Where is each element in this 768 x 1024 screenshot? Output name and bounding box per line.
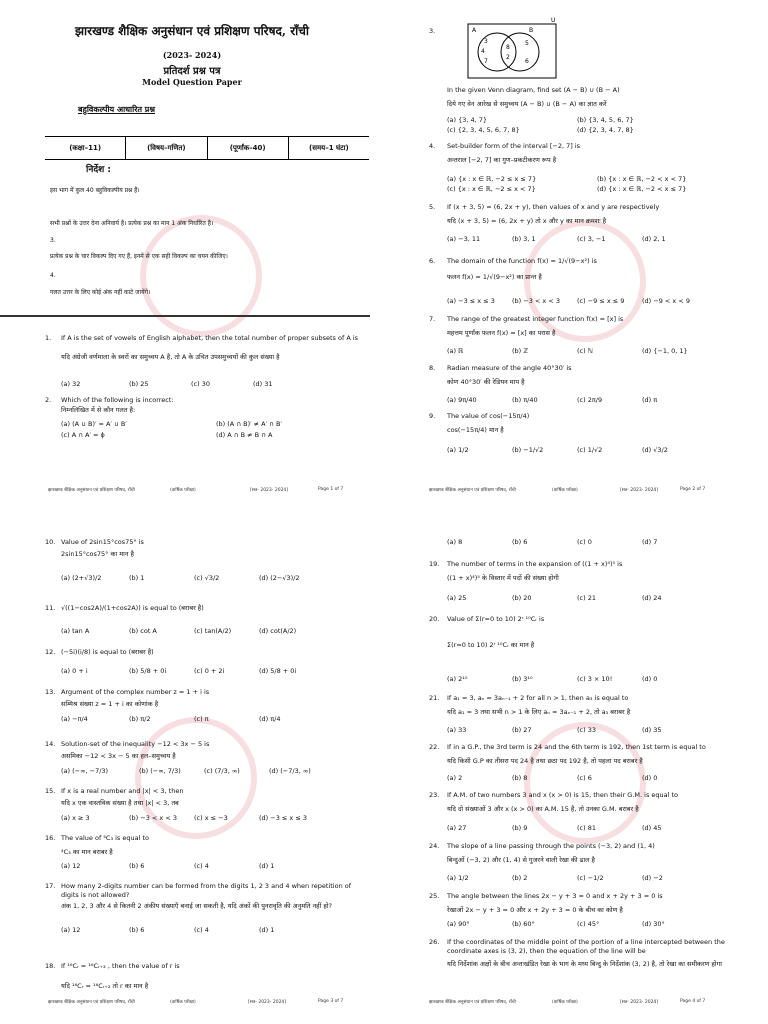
question-text-en: If (x + 3, 5) = (6, 2x + y), then values of x and y are respectively bbox=[447, 203, 660, 211]
option-c[interactable]: (c) 1/√2 bbox=[577, 446, 603, 454]
option-d[interactable]: (d) 5/8 + 0i bbox=[259, 667, 297, 675]
instruction-2: सभी प्रश्नों के उत्तर देना अनिवार्य है। प्रत्येक प्रश्न का मान 1 अंक निर्धारित है। bbox=[50, 220, 214, 227]
footer-institute: झारखण्ड शैक्षिक अनुसंधान एवं प्रशिक्षण परिषद, राँची bbox=[429, 488, 516, 493]
options-q5 bbox=[447, 235, 666, 243]
option-a[interactable]: (a) 90° bbox=[447, 920, 470, 928]
option-c[interactable]: (c) π bbox=[194, 715, 209, 723]
option-d[interactable]: (d) 1 bbox=[259, 862, 275, 870]
option-c[interactable]: (c) {2, 3, 4, 5, 6, 7, 8} bbox=[447, 126, 520, 134]
options-q9 bbox=[447, 446, 668, 454]
question-text-en: If the coordinates of the middle point of the portion of a line intercepted between the coordinate axes is (3, 2), then the equation of the line will be bbox=[447, 938, 725, 955]
option-a[interactable]: (a) 2¹⁰ bbox=[447, 675, 468, 683]
class-label: (कक्षा–11) bbox=[69, 143, 102, 152]
question-text-en: If ¹⁶Cᵣ = ¹⁶Cᵣ₊₂ , then the value of r is bbox=[61, 962, 180, 970]
question-text-en: Radian measure of the angle 40°30′ is bbox=[447, 364, 572, 372]
question-text-en: Value of Σ(r=0 to 10) 2ʳ ¹⁰Cᵣ is bbox=[447, 615, 545, 623]
instruction-3-number: 3. bbox=[50, 237, 56, 244]
question-text-en: Value of 2sin15°cos75° is bbox=[61, 538, 144, 546]
options-q2-row2 bbox=[61, 431, 336, 439]
question-number: 25. bbox=[429, 892, 440, 900]
option-c[interactable]: (c) 33 bbox=[577, 726, 596, 734]
page-1 bbox=[0, 0, 384, 512]
option-d[interactable]: (d) 31 bbox=[253, 380, 273, 388]
options-q3-row1 bbox=[447, 116, 634, 124]
option-d[interactable]: (d) (−7/3, ∞) bbox=[269, 767, 311, 775]
options-q13 bbox=[61, 715, 281, 723]
question-number: 26. bbox=[429, 938, 440, 946]
question-number: 16. bbox=[45, 834, 56, 842]
directions-title: निर्देश : bbox=[86, 165, 111, 175]
page-4 bbox=[384, 512, 768, 1024]
option-b[interactable]: (b) 5/8 + 0i bbox=[129, 667, 167, 675]
option-b[interactable]: (b) 20 bbox=[512, 594, 532, 602]
question-text-en: Solution-set of the inequality −12 < 3x − 5 is bbox=[61, 740, 210, 748]
footer-exam: (वार्षिक परीक्षा) bbox=[170, 488, 196, 493]
question-text-hi: बिन्दुओं (−3, 2) और (1, 4) से गुजरने वाली रेखा की ढाल है bbox=[447, 856, 595, 864]
option-d[interactable]: (d) √3/2 bbox=[642, 446, 668, 454]
option-d[interactable]: (d) {−1, 0, 1} bbox=[642, 347, 688, 355]
option-d[interactable]: (d) 30° bbox=[642, 920, 665, 928]
option-c[interactable]: (c) ℕ bbox=[577, 347, 593, 355]
option-b[interactable]: (b) 1 bbox=[129, 574, 145, 582]
option-a[interactable]: (a) (2+√3)/2 bbox=[61, 574, 102, 582]
question-text-en: The range of the greatest integer function f(x) = [x] is bbox=[447, 315, 624, 323]
question-text-hi: ((1 + x)⁴)⁵ के विस्तार में पदों की संख्या होगी bbox=[447, 574, 559, 582]
option-b[interactable]: (b) cot A bbox=[129, 627, 157, 635]
question-text-hi: यदि दो संख्याओं 3 और x (x > 0) का A.M. 15 है, तो उनका G.M. बराबर है bbox=[447, 805, 639, 813]
question-text-hi: असमिका −12 < 3x − 5 का हल–समुच्चय है bbox=[61, 752, 176, 760]
question-text-hi: रेखाओं 2x − y + 3 = 0 और x + 2y + 3 = 0 के बीच का कोण है bbox=[447, 906, 623, 914]
option-c[interactable]: (c) 81 bbox=[577, 824, 596, 832]
question-number: 21. bbox=[429, 694, 440, 702]
question-text-en: Argument of the complex number z = 1 + i is bbox=[61, 688, 210, 696]
option-a[interactable]: (a) 2 bbox=[447, 774, 463, 782]
element: 2 bbox=[506, 54, 510, 61]
option-c[interactable]: (c) 2π/9 bbox=[577, 396, 603, 404]
option-c[interactable]: (c) 0 + 2i bbox=[194, 667, 225, 675]
option-a[interactable]: (a) {3, 4, 7} bbox=[447, 116, 488, 124]
option-b[interactable]: (b) 6 bbox=[129, 926, 145, 934]
question-text-en: The angle between the lines 2x − y + 3 = 0 and x + 2y + 3 = 0 is bbox=[447, 892, 663, 900]
question-text-en: If A.M. of two numbers 3 and x (x > 0) is 15, then their G.M. is equal to bbox=[447, 791, 679, 799]
question-text-hi: यदि x एक वास्तविक संख्या है तथा |x| < 3, तब bbox=[61, 799, 179, 807]
options-q14 bbox=[61, 767, 311, 775]
element: 6 bbox=[525, 58, 529, 65]
footer-institute: झारखण्ड शैक्षिक अनुसंधान एवं प्रशिक्षण परिषद, राँची bbox=[429, 1000, 516, 1005]
option-a[interactable]: (a) −3 ≤ x ≤ 3 bbox=[447, 297, 495, 305]
question-text-en: If A is the set of vowels of English alphabet, then the total number of proper subsets of A is bbox=[61, 334, 359, 342]
options-q6 bbox=[447, 297, 690, 305]
option-a[interactable]: (a) 8 bbox=[447, 538, 463, 546]
option-c[interactable]: (c) 0 bbox=[577, 538, 592, 546]
question-text-hi: अंक 1, 2, 3 और 4 से कितनी 2 अंकीय संख्याएँ बनाई जा सकती है, यदि अंकों की पुनरावृति की अनुमति नहीं हो? bbox=[61, 902, 332, 910]
question-text-hi: महत्तम पूर्णांक फलन f(x) = [x] का परास है bbox=[447, 329, 556, 337]
option-b[interactable]: (b) 60° bbox=[512, 920, 535, 928]
options-q1 bbox=[61, 380, 303, 388]
option-b[interactable]: (b) −3 < x < 3 bbox=[129, 814, 177, 822]
option-a[interactable]: (a) 33 bbox=[447, 726, 467, 734]
question-number: 19. bbox=[429, 560, 440, 568]
question-number: 14. bbox=[45, 740, 56, 748]
question-number: 5. bbox=[429, 203, 436, 211]
footer-session: [सत्र- 2023- 2024] bbox=[248, 1000, 287, 1005]
question-number: 8. bbox=[429, 364, 436, 372]
instruction-1: इस भाग में कुल 40 बहुविकल्पीय प्रश्न हैं। bbox=[50, 187, 140, 194]
option-c[interactable]: (c) 3, −1 bbox=[577, 235, 606, 243]
options-q17 bbox=[61, 926, 274, 934]
option-b[interactable]: (b) π/2 bbox=[129, 715, 151, 723]
marks-label: (पूर्णांक–40) bbox=[207, 137, 288, 159]
option-d[interactable]: (d) −3 ≤ x ≤ 3 bbox=[259, 814, 307, 822]
footer-exam: (वार्षिक परीक्षा) bbox=[170, 1000, 196, 1005]
option-d[interactable]: (d) {x : x ∈ ℝ, −2 < x ≤ 7} bbox=[597, 185, 687, 193]
option-a[interactable]: (a) tan A bbox=[61, 627, 90, 635]
option-a[interactable]: (a) {x : x ∈ ℝ, −2 ≤ x ≤ 7} bbox=[447, 175, 537, 183]
option-c[interactable]: (c) (7/3, ∞) bbox=[204, 767, 240, 775]
option-a[interactable]: (a) 12 bbox=[61, 862, 81, 870]
question-number: 24. bbox=[429, 842, 440, 850]
option-b[interactable]: (b) ℤ bbox=[512, 347, 529, 355]
options-q16 bbox=[61, 862, 274, 870]
section-title: बहुविकल्पीय आधारित प्रश्न bbox=[78, 104, 156, 114]
page-2 bbox=[384, 0, 768, 512]
options-q22 bbox=[447, 774, 657, 782]
footer-page: Page 2 of 7 bbox=[680, 487, 706, 492]
instruction-3: प्रत्येक प्रश्न के चार विकल्प दिए गए हैं, इनमें से एक सही विकल्प का चयन कीजिए। bbox=[50, 253, 228, 260]
option-a[interactable]: (a) −π/4 bbox=[61, 715, 88, 723]
section-divider bbox=[0, 315, 370, 317]
question-text-en: √((1−cos2A)/(1+cos2A)) is equal to (बराबर है) bbox=[61, 604, 204, 612]
footer-page: Page 1 of 7 bbox=[318, 487, 344, 492]
question-text-hi: यदि (x + 3, 5) = (6, 2x + y) तो x और y का मान क्रमशः है bbox=[447, 217, 607, 225]
options-q11 bbox=[61, 627, 296, 635]
options-q8 bbox=[447, 396, 657, 404]
option-a[interactable]: (a) (−∞, −7/3) bbox=[61, 767, 109, 775]
option-a[interactable]: (a) (A ∪ B)′ = A′ ∪ B′ bbox=[61, 420, 127, 428]
question-text-hi: निम्नलिखित में से कौन गलत है: bbox=[61, 406, 136, 414]
question-text-hi: ⁴C₃ का मान बराबर है bbox=[61, 848, 113, 856]
question-number: 20. bbox=[429, 615, 440, 623]
options-q15 bbox=[61, 814, 307, 822]
options-q7 bbox=[447, 347, 688, 355]
instruction-4-number: 4. bbox=[50, 272, 56, 279]
option-c[interactable]: (c) A ∩ A′ = ϕ bbox=[61, 431, 105, 439]
option-d[interactable]: (d) 24 bbox=[642, 594, 662, 602]
options-q23 bbox=[447, 824, 662, 832]
option-c[interactable]: (c) 6 bbox=[577, 774, 592, 782]
option-c[interactable]: (c) tan(A/2) bbox=[194, 627, 232, 635]
option-d[interactable]: (d) 0 bbox=[642, 675, 658, 683]
question-text-hi: Σ(r=0 to 10) 2ʳ ¹⁰Cᵣ का मान है bbox=[447, 641, 535, 649]
option-b[interactable]: (b) 6 bbox=[129, 862, 145, 870]
question-text-hi: सम्मिश्र संख्या z = 1 + i का कोणांक है bbox=[61, 700, 159, 708]
question-text-en: Which of the following is incorrect: bbox=[61, 396, 174, 404]
option-c[interactable]: (c) 30 bbox=[191, 380, 210, 388]
option-b[interactable]: (b) π/40 bbox=[512, 396, 538, 404]
question-number: 7. bbox=[429, 315, 436, 323]
option-c[interactable]: (c) 45° bbox=[577, 920, 600, 928]
question-text-hi: यदि ¹⁶Cᵣ = ¹⁶Cᵣ₊₂ तो r का मान है bbox=[61, 982, 149, 990]
option-b[interactable]: (b) 8 bbox=[512, 774, 528, 782]
option-b[interactable]: (b) 25 bbox=[129, 380, 149, 388]
option-b[interactable]: (b) 3¹⁰ bbox=[512, 675, 533, 683]
question-number: 4. bbox=[429, 142, 436, 150]
option-b[interactable]: (b) −3 < x < 3 bbox=[512, 297, 560, 305]
options-q2-row1 bbox=[61, 420, 336, 428]
question-text-en: The value of ⁴C₃ is equal to bbox=[61, 834, 150, 842]
paper-title-hindi: प्रतिदर्श प्रश्न पत्र bbox=[163, 66, 221, 77]
question-text-en: The domain of the function f(x) = 1/√(9−x²) is bbox=[447, 257, 597, 265]
option-b[interactable]: (b) 9 bbox=[512, 824, 528, 832]
question-3-text-hi: दिये गए वेन आरेख से समुच्चय (A − B) ∪ (B − A) का ज्ञात करें bbox=[447, 100, 607, 108]
option-d[interactable]: (d) cot(A/2) bbox=[259, 627, 297, 635]
time-label: (समय–1 घंटा) bbox=[288, 137, 369, 159]
options-q18 bbox=[447, 538, 657, 546]
option-b[interactable]: (b) 2 bbox=[512, 874, 528, 882]
exam-info-box bbox=[45, 136, 369, 160]
option-b[interactable]: (b) {x : x ∈ ℝ, −2 < x < 7} bbox=[597, 175, 687, 183]
option-c[interactable]: (c) 3 × 10! bbox=[577, 675, 613, 683]
options-q3-row2 bbox=[447, 126, 634, 134]
option-a[interactable]: (a) x ≥ 3 bbox=[61, 814, 90, 822]
venn-diagram bbox=[467, 14, 559, 80]
question-number: 17. bbox=[45, 882, 56, 890]
question-text-en: Set-builder form of the interval [−2, 7] is bbox=[447, 142, 581, 150]
footer-institute: झारखण्ड शैक्षिक अनुसंधान एवं प्रशिक्षण परिषद, राँची bbox=[48, 1000, 135, 1005]
option-d[interactable]: (d) 2, 1 bbox=[642, 235, 666, 243]
question-number: 3. bbox=[429, 27, 436, 35]
option-a[interactable]: (a) 1/2 bbox=[447, 446, 469, 454]
option-c[interactable]: (c) x ≤ −3 bbox=[194, 814, 228, 822]
set-b-circle bbox=[501, 33, 539, 71]
options-q10 bbox=[61, 574, 300, 582]
question-text-en: How many 2-digits number can be formed from the digits 1, 2 3 and 4 when repetition of digits is not allowed? bbox=[61, 882, 352, 899]
question-number: 10. bbox=[45, 538, 56, 546]
option-b[interactable]: (b) {3, 4, 5, 6, 7} bbox=[577, 116, 634, 124]
question-number: 13. bbox=[45, 688, 56, 696]
question-number: 11. bbox=[45, 604, 56, 612]
question-text-hi: अन्तराल [−2, 7] का गुण–प्रकटीकरण रूप है bbox=[447, 156, 557, 164]
options-q4-row1 bbox=[447, 175, 686, 183]
question-text-en: If x is a real number and |x| < 3, then bbox=[61, 787, 184, 795]
question-text-en: If a₁ = 3, aₙ = 3aₙ₋₁ + 2 for all n > 1, then a₃ is equal to bbox=[447, 694, 629, 702]
option-a[interactable]: (a) 0 + i bbox=[61, 667, 88, 675]
option-b[interactable]: (b) 3, 1 bbox=[512, 235, 536, 243]
set-a-label: A bbox=[472, 27, 477, 34]
question-text-hi: 2sin15°cos75° का मान है bbox=[61, 550, 134, 558]
option-a[interactable]: (a) 1/2 bbox=[447, 874, 469, 882]
question-number: 18. bbox=[45, 962, 56, 970]
question-text-en: The value of cos(−15π/4) bbox=[447, 412, 530, 420]
subject-label: (विषय–गणित) bbox=[125, 137, 206, 159]
question-number: 15. bbox=[45, 787, 56, 795]
exam-year: (2023- 2024) bbox=[162, 50, 222, 60]
option-a[interactable]: (a) −3, 11 bbox=[447, 235, 481, 243]
question-text-en: If in a G.P., the 3rd term is 24 and the 6th term is 192, then 1st term is equal to bbox=[447, 743, 706, 751]
question-text-hi: यदि अंग्रेजी वर्णमाला के स्वरों का समुच्चय A है, तो A के उचित उपसमुच्चयों की कुल संख्या है bbox=[61, 353, 280, 361]
option-d[interactable]: (d) 0 bbox=[642, 774, 658, 782]
question-number: 12. bbox=[45, 648, 56, 656]
question-text-en: The slope of a line passing through the points (−3, 2) and (1, 4) bbox=[447, 842, 655, 850]
option-d[interactable]: (d) (2−√3)/2 bbox=[259, 574, 300, 582]
option-b[interactable]: (b) −1/√2 bbox=[512, 446, 544, 454]
option-c[interactable]: (c) √3/2 bbox=[194, 574, 220, 582]
question-number: 2. bbox=[45, 396, 52, 404]
options-q21 bbox=[447, 726, 662, 734]
option-a[interactable]: (a) 9π/40 bbox=[447, 396, 477, 404]
question-text-hi: कोण 40°30′ की रेडियन माप है bbox=[447, 378, 525, 386]
question-text-hi: फलन f(x) = 1/√(9−x²) का प्रान्त है bbox=[447, 273, 542, 281]
option-c[interactable]: (c) 21 bbox=[577, 594, 596, 602]
page-3 bbox=[0, 512, 384, 1024]
question-text-en: (−5i)(i/8) is equal to (बराबर है) bbox=[61, 648, 154, 656]
option-b[interactable]: (b) (A ∩ B)′ ≠ A′ ∩ B′ bbox=[216, 420, 282, 428]
option-c[interactable]: (c) 4 bbox=[194, 926, 209, 934]
question-number: 9. bbox=[429, 412, 436, 420]
question-number: 1. bbox=[45, 334, 52, 342]
option-b[interactable]: (b) (−∞, 7/3) bbox=[139, 767, 181, 775]
option-d[interactable]: (d) A ∩ B ≠ B ∩ A bbox=[216, 431, 273, 439]
question-text-hi: यदि निर्देशांक अक्षों के बीच अन्तःखंडित रेखा के भाग के मध्य बिन्दु के निर्देशांक (3, 2) है, तो रेखा का समीकरण होगा bbox=[447, 960, 722, 968]
footer-exam: (वार्षिक परीक्षा) bbox=[552, 1000, 578, 1005]
option-b[interactable]: (b) 6 bbox=[512, 538, 528, 546]
question-text-hi: cos(−15π/4) मान है bbox=[447, 426, 504, 434]
watermark-seal bbox=[140, 215, 262, 337]
options-q12 bbox=[61, 667, 296, 675]
option-d[interactable]: (d) 7 bbox=[642, 538, 658, 546]
option-a[interactable]: (a) 25 bbox=[447, 594, 467, 602]
footer-page: Page 4 of 7 bbox=[680, 999, 706, 1004]
footer-session: [सत्र- 2023- 2024] bbox=[250, 488, 289, 493]
option-d[interactable]: (d) −9 < x < 9 bbox=[642, 297, 690, 305]
question-number: 22. bbox=[429, 743, 440, 751]
question-text-hi: यदि किसी G.P का तीसरा पद 24 है तथा छठा पद 192 है, तो पहला पद बराबर है bbox=[447, 757, 643, 765]
question-number: 6. bbox=[429, 257, 436, 265]
option-c[interactable]: (c) −1/2 bbox=[577, 874, 604, 882]
options-q19 bbox=[447, 594, 662, 602]
option-d[interactable]: (d) 1 bbox=[259, 926, 275, 934]
header-title: झारखण्ड शैक्षिक अनुसंधान एवं प्रशिक्षण परिषद, राँची bbox=[74, 24, 309, 38]
question-text-hi: यदि a₁ = 3 तथा सभी n > 1 के लिए aₙ = 3aₙ₋₁ + 2, तो a₃ बराबर है bbox=[447, 708, 631, 716]
option-d[interactable]: (d) 45 bbox=[642, 824, 662, 832]
option-d[interactable]: (d) {2, 3, 4, 7, 8} bbox=[577, 126, 634, 134]
option-a[interactable]: (a) 12 bbox=[61, 926, 81, 934]
option-a[interactable]: (a) 27 bbox=[447, 824, 467, 832]
element: 7 bbox=[484, 58, 488, 65]
options-q24 bbox=[447, 874, 663, 882]
set-b-label: B bbox=[529, 27, 534, 34]
option-a[interactable]: (a) 32 bbox=[61, 380, 81, 388]
paper-title-english: Model Question Paper bbox=[142, 77, 242, 87]
question-number: 23. bbox=[429, 791, 440, 799]
option-d[interactable]: (d) −2 bbox=[642, 874, 663, 882]
option-d[interactable]: (d) π/4 bbox=[259, 715, 281, 723]
options-q20 bbox=[447, 675, 657, 683]
element: 3 bbox=[484, 38, 488, 45]
question-text-en: The number of terms in the expansion of ((1 + x)⁴)⁵ is bbox=[447, 560, 623, 568]
option-c[interactable]: (c) {x : x ∈ ℝ, −2 ≤ x < 7} bbox=[447, 185, 536, 193]
footer-institute: झारखण्ड शैक्षिक अनुसंधान एवं प्रशिक्षण परिषद, राँची bbox=[48, 488, 135, 493]
footer-exam: (वार्षिक परीक्षा) bbox=[552, 488, 578, 493]
option-c[interactable]: (c) −9 ≤ x ≤ 9 bbox=[577, 297, 625, 305]
options-q4-row2 bbox=[447, 185, 686, 193]
footer-page: Page 3 of 7 bbox=[318, 999, 344, 1004]
element: 4 bbox=[481, 48, 485, 55]
element: 8 bbox=[506, 44, 510, 51]
footer-session: [सत्र- 2023- 2024] bbox=[620, 1000, 659, 1005]
option-b[interactable]: (b) 27 bbox=[512, 726, 532, 734]
option-d[interactable]: (d) 35 bbox=[642, 726, 662, 734]
options-q25 bbox=[447, 920, 665, 928]
option-d[interactable]: (d) π bbox=[642, 396, 658, 404]
question-3-text-en: In the given Venn diagram, find set (A − B) ∪ (B − A) bbox=[447, 86, 620, 94]
option-c[interactable]: (c) 4 bbox=[194, 862, 209, 870]
instruction-4: गलत उत्तर के लिए कोई अंक नहीं काटे जायेंगे। bbox=[50, 289, 151, 296]
universal-label: U bbox=[551, 17, 556, 24]
element: 5 bbox=[525, 40, 529, 47]
option-a[interactable]: (a) ℝ bbox=[447, 347, 464, 355]
footer-session: [सत्र- 2023- 2024] bbox=[620, 488, 659, 493]
